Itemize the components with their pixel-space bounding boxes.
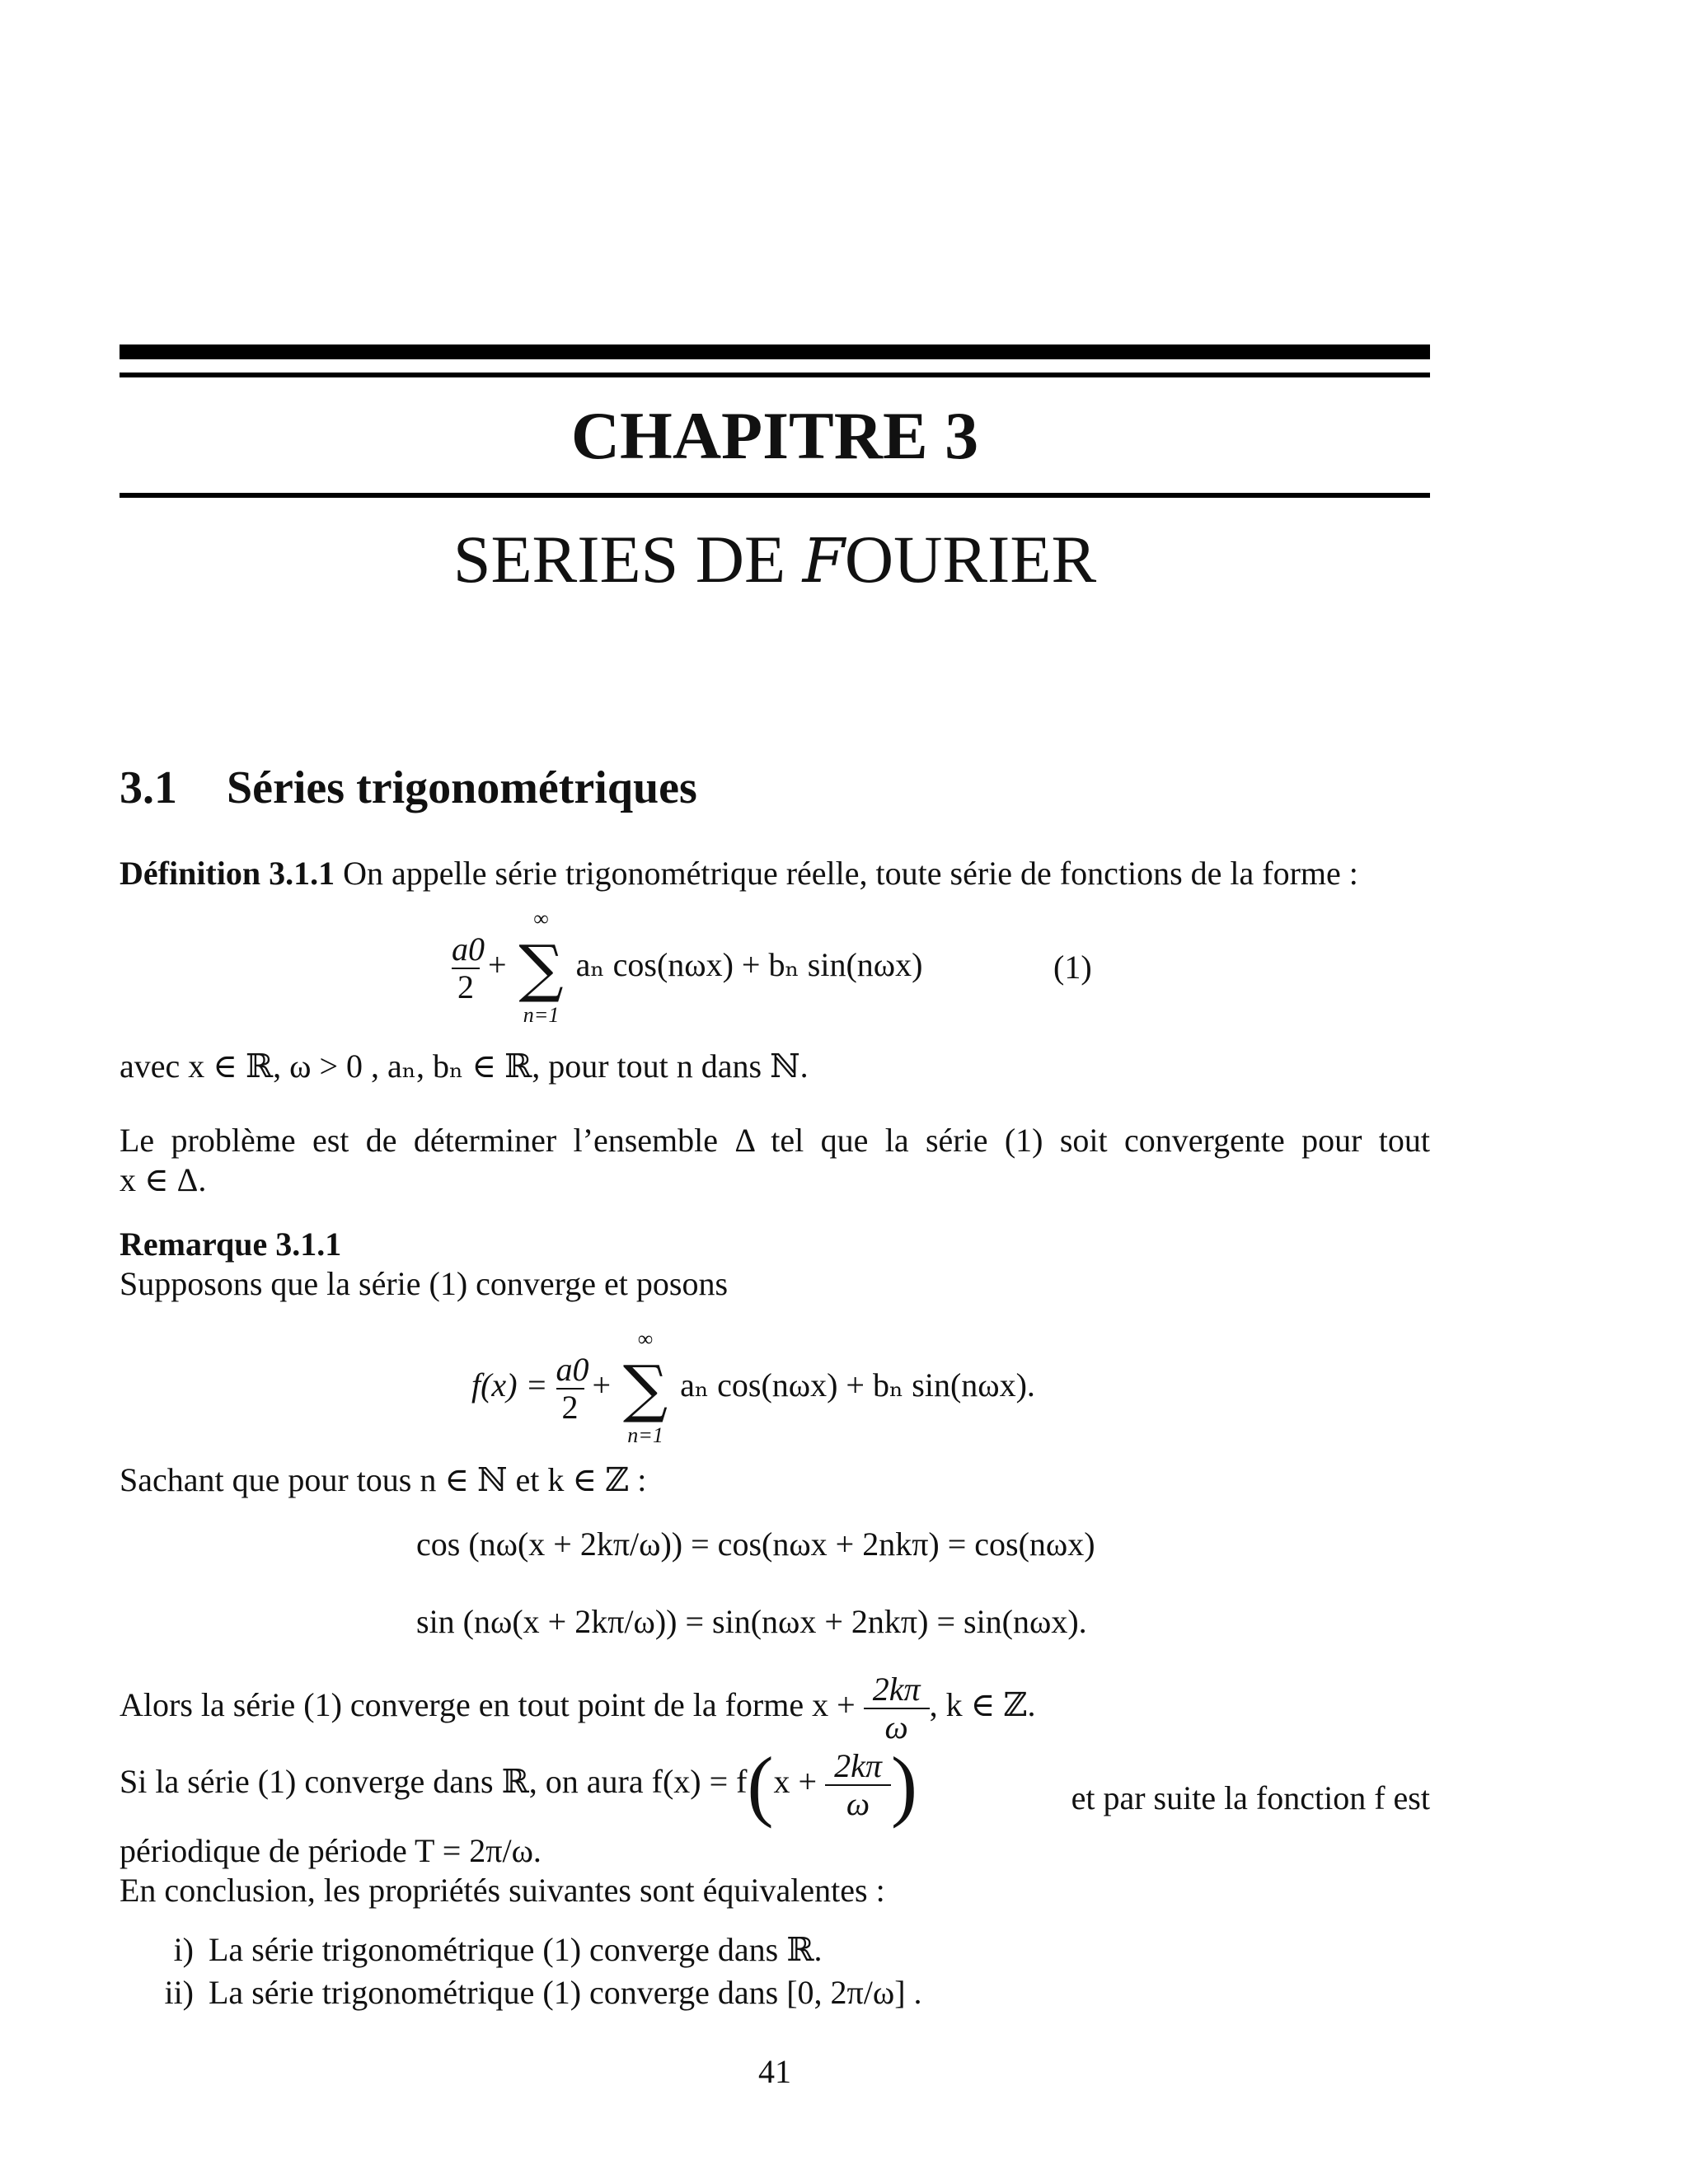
- probleme-line-2: x ∈ Δ.: [120, 1161, 207, 1198]
- si-frac-num: 2kπ: [825, 1748, 891, 1786]
- eq2-fraction: [556, 1351, 589, 1426]
- equation-1-number: (1): [1053, 949, 1092, 986]
- eq2-frac-num: a0: [556, 1351, 589, 1388]
- chapter-label: CHAPITRE 3: [570, 398, 979, 473]
- header-rule-thick: [120, 344, 1430, 359]
- remarque-text: Supposons que la série (1) converge et posons: [120, 1265, 729, 1302]
- section-number: 3.1: [120, 762, 177, 813]
- eq2-sum-lower: n=1: [627, 1422, 663, 1447]
- si-line: Si la série (1) converge dans ℝ, on aura f(x) = f(x + $\frac{2k\pi}{\omega}$ ) et par suite la fonction f est: [120, 1741, 1430, 1829]
- alors-fraction: [864, 1671, 930, 1746]
- probleme-line-1: Le problème est de déterminer l’ensemble Δ tel que la série (1) soit convergente pour tout: [120, 1122, 1430, 1159]
- alors-after: , k ∈ ℤ.: [929, 1686, 1036, 1724]
- page-number: 41: [758, 2053, 791, 2090]
- si-frac-den: ω: [846, 1785, 870, 1822]
- eq1-sum-lower: n=1: [523, 1002, 560, 1027]
- conclusion-line: En conclusion, les propriétés suivantes sont équivalentes :: [120, 1872, 885, 1909]
- header-rule-middle: [120, 493, 1430, 498]
- chapter-title-script-letter: F: [802, 526, 845, 597]
- eq1-frac-num: a0: [452, 930, 485, 968]
- eq1-sum: ∞ ∑ n=1: [515, 937, 568, 1000]
- si-line-2: périodique de période T = 2π/ω.: [120, 1832, 542, 1869]
- equation-1: $\frac{a0}{2}$ + ∞ ∑ n=1 aₙ cos(nωx) + bₙ sin(nωx): [452, 907, 923, 1027]
- sachant-line: Sachant que pour tous n ∈ ℕ et k ∈ ℤ :: [120, 1461, 647, 1498]
- equation-f: f(x) = $\frac{a0}{2}$ + ∞ ∑ n=1 aₙ cos(nωx) + bₙ sin(nωx).: [471, 1327, 1035, 1447]
- definition-text: On appelle série trigonométrique réelle, toute série de fonctions de la forme :: [343, 855, 1358, 892]
- list-item-label: ii): [164, 1974, 194, 2011]
- eq2-body: aₙ cos(nωx) + bₙ sin(nωx).: [680, 1366, 1035, 1404]
- eq1-fraction: [452, 930, 485, 1005]
- list-item-text: La série trigonométrique (1) converge dans ℝ.: [209, 1931, 823, 1968]
- list-item-text: La série trigonométrique (1) converge dans [0, 2π/ω] .: [209, 1974, 922, 2011]
- eq2-lhs: f(x) =: [471, 1366, 556, 1404]
- si-after: et par suite la fonction f est: [1071, 1779, 1430, 1816]
- eq1-body: aₙ cos(nωx) + bₙ sin(nωx): [575, 946, 923, 984]
- list-item: [120, 1973, 922, 2013]
- equation-cos: cos (nω(x + 2kπ/ω)) = cos(nωx + 2nkπ) = cos(nωx): [416, 1526, 1095, 1563]
- eq1-sum-upper: ∞: [533, 907, 549, 930]
- list-item-label: i): [173, 1931, 194, 1968]
- definition-paragraph: [120, 854, 1430, 893]
- remarque-label: Remarque 3.1.1: [120, 1226, 342, 1263]
- list-item: [120, 1930, 822, 1970]
- alors-line: [120, 1671, 1035, 1746]
- eq1-frac-den: 2: [457, 968, 474, 1005]
- alors-frac-num: 2kπ: [864, 1671, 930, 1709]
- avec-line: avec x ∈ ℝ, ω > 0 , aₙ, bₙ ∈ ℝ, pour tout n dans ℕ.: [120, 1047, 809, 1085]
- eq2-sum-upper: ∞: [637, 1327, 654, 1351]
- header-rule-thin: [120, 373, 1430, 377]
- eq2-frac-den: 2: [561, 1389, 579, 1426]
- section-heading: [120, 762, 697, 813]
- chapter-title: [120, 522, 1430, 597]
- chapter-title-prefix: SERIES DE: [452, 522, 803, 597]
- chapter-title-suffix: OURIER: [844, 522, 1097, 597]
- si-fraction: [825, 1748, 891, 1822]
- si-inner: x +: [773, 1763, 825, 1801]
- alors-before: Alors la série (1) converge en tout point de la forme x +: [120, 1686, 864, 1724]
- si-before: Si la série (1) converge dans ℝ, on aura f(x) = f: [120, 1763, 748, 1801]
- section-title: Séries trigonométriques: [227, 762, 697, 813]
- alors-frac-den: ω: [884, 1708, 908, 1746]
- definition-label: Définition 3.1.1: [120, 855, 335, 892]
- eq2-sum: ∞ ∑ n=1: [619, 1357, 672, 1420]
- equation-sin: sin (nω(x + 2kπ/ω)) = sin(nωx + 2nkπ) = sin(nωx).: [416, 1603, 1087, 1640]
